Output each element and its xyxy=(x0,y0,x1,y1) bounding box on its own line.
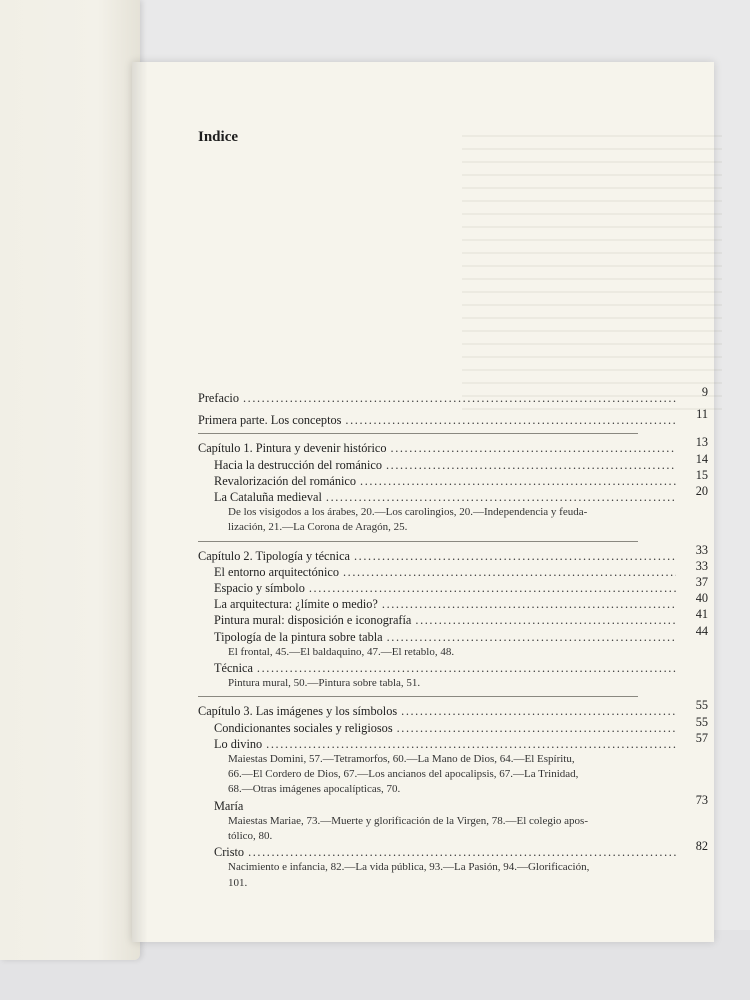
dot-leader xyxy=(397,720,676,736)
entry-title: El entorno arquitectónico xyxy=(214,564,339,579)
page-number: 15 xyxy=(695,467,708,482)
dot-leader xyxy=(326,489,676,505)
entry-title: Primera parte. Los conceptos xyxy=(198,413,342,428)
toc-subentry xyxy=(198,714,708,736)
toc-subentry xyxy=(198,467,708,489)
toc-entry xyxy=(198,385,708,406)
toc-entry xyxy=(198,407,708,428)
page-number: 14 xyxy=(695,451,708,466)
entry-title: Prefacio xyxy=(198,391,239,405)
page-number: 37 xyxy=(695,575,708,590)
toc-subentry xyxy=(198,730,708,752)
dot-leader xyxy=(391,440,676,456)
page-number: 73 xyxy=(695,792,708,807)
entry-title: La Cataluña medieval xyxy=(214,490,322,505)
page-title: Indice xyxy=(198,129,239,145)
section-divider xyxy=(198,696,638,697)
section-divider xyxy=(198,433,638,434)
toc-subentry xyxy=(198,575,708,596)
description-line: 68.—Otras imágenes apocalípticas, 70. xyxy=(228,783,401,796)
table-of-contents xyxy=(198,385,708,891)
page-number: 57 xyxy=(695,730,708,745)
dot-leader xyxy=(360,473,676,489)
dot-leader xyxy=(243,390,676,406)
entry-title: Técnica xyxy=(214,661,253,676)
page-number: 20 xyxy=(695,484,708,499)
page-number: 9 xyxy=(701,385,708,399)
toc-subentry xyxy=(198,623,708,645)
entry-title: Condicionantes sociales y religiosos xyxy=(214,720,393,735)
entry-title: Espacio y símbolo xyxy=(214,581,305,596)
toc-subentry xyxy=(198,591,708,612)
dot-leader xyxy=(343,564,676,580)
toc-entry xyxy=(198,435,708,456)
page-number: 41 xyxy=(695,607,708,622)
dot-leader xyxy=(345,412,676,428)
toc-subentry xyxy=(198,451,708,473)
dot-leader xyxy=(257,660,676,676)
entry-description xyxy=(198,645,708,660)
description-line: Maiestas Domini, 57.—Tetramorfos, 60.—La Mano de Dios, 64.—El Espíritu, xyxy=(228,753,575,766)
entry-description xyxy=(198,860,708,890)
entry-description xyxy=(198,814,708,844)
entry-description xyxy=(198,505,708,535)
description-line: tólico, 80. xyxy=(228,830,273,843)
description-line: Nacimiento e infancia, 82.—La vida pública, 93.—La Pasión, 94.—Glorificación, xyxy=(228,861,590,874)
toc-subentry xyxy=(198,660,708,676)
page-number: 40 xyxy=(695,591,708,606)
dot-leader xyxy=(386,457,676,473)
entry-title: María xyxy=(214,798,244,813)
dot-leader xyxy=(387,629,676,645)
dot-leader xyxy=(382,596,676,612)
entry-title: Hacia la destrucción del románico xyxy=(214,457,382,472)
dot-leader xyxy=(248,844,676,860)
book-page xyxy=(132,62,714,942)
dot-leader xyxy=(309,580,676,596)
dot-leader xyxy=(354,548,676,564)
dot-leader xyxy=(415,612,676,628)
toc-subentry xyxy=(198,839,708,860)
description-line: De los visigodos a los árabes, 20.—Los carolingios, 20.—Independencia y feuda- xyxy=(228,506,588,519)
entry-title: Capítulo 1. Pintura y devenir histórico xyxy=(198,441,387,456)
dot-leader xyxy=(401,703,676,719)
page-number: 55 xyxy=(695,698,708,713)
toc-entry xyxy=(198,542,708,564)
page-number: 55 xyxy=(695,714,708,729)
page-gutter-shadow xyxy=(132,62,148,942)
entry-title: Capítulo 3. Las imágenes y los símbolos xyxy=(198,704,398,719)
page-number: 44 xyxy=(695,623,708,638)
toc-subentry xyxy=(198,607,708,628)
entry-title: Capítulo 2. Tipología y técnica xyxy=(198,548,350,563)
description-line: El frontal, 45.—El baldaquino, 47.—El retablo, 48. xyxy=(228,645,455,658)
description-line: Maiestas Mariae, 73.—Muerte y glorificación de la Virgen, 78.—El colegio apos- xyxy=(228,814,588,827)
description-line: Pintura mural, 50.—Pintura sobre tabla, 51. xyxy=(228,677,421,690)
toc-entry xyxy=(198,698,708,719)
entry-title: Revalorización del románico xyxy=(214,473,357,488)
entry-title: Tipología de la pintura sobre tabla xyxy=(214,629,383,644)
toc-subentry xyxy=(198,558,708,580)
toc-subentry xyxy=(198,484,708,505)
page-number: 33 xyxy=(695,542,708,557)
page-number: 33 xyxy=(695,558,708,573)
description-line: lización, 21.—La Corona de Aragón, 25. xyxy=(228,521,408,534)
entry-description xyxy=(198,676,708,691)
page-number: 11 xyxy=(696,407,708,422)
dot-leader xyxy=(266,736,676,752)
entry-title: La arquitectura: ¿límite o medio? xyxy=(214,597,378,612)
page-number: 82 xyxy=(695,839,708,854)
description-line: 101. xyxy=(228,876,248,889)
left-page-edge xyxy=(0,0,140,960)
page-number: 13 xyxy=(695,435,708,450)
entry-title: Lo divino xyxy=(214,736,263,751)
toc-subentry xyxy=(198,792,708,814)
entry-description xyxy=(198,752,708,798)
description-line: 66.—El Cordero de Dios, 67.—Los ancianos del apocalipsis, 67.—La Trinidad, xyxy=(228,768,579,781)
entry-title: Pintura mural: disposición e iconografía xyxy=(214,613,412,628)
section-divider xyxy=(198,541,638,542)
entry-title: Cristo xyxy=(214,845,245,860)
